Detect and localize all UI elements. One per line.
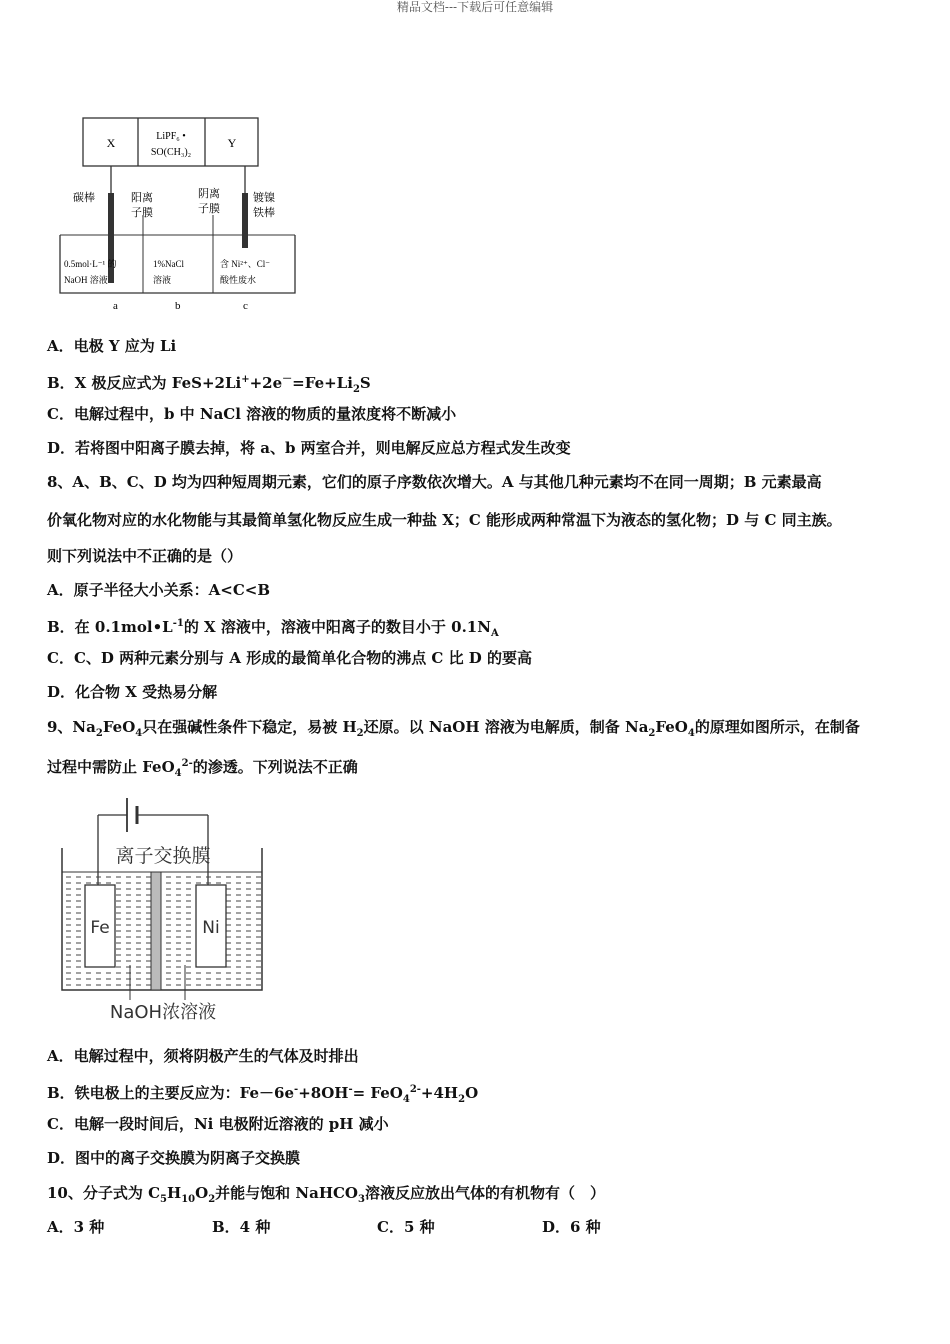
nickel-rod-label-1: 镀镍 — [253, 191, 275, 204]
q7-option-a: A．电极 Y 应为 Li — [47, 337, 177, 355]
q9-stem-line2: 过程中需防止 FeO$_4^{2-}$的渗透。下列说法不正确 — [47, 758, 358, 779]
q9-option-b: B．铁电极上的主要反应为：$Fe-6e^-+8OH^-= FeO_4^{2-}+4H_2O$ — [47, 1084, 479, 1105]
q8-option-b: B．在 $0.1mol•L^{-1}$的 X 溶液中，溶液中阳离子的数目小于 $0.1N_A$ — [47, 618, 499, 639]
cell-b-label: b — [175, 300, 181, 312]
q9-option-a: A．电解过程中，须将阴极产生的气体及时排出 — [47, 1047, 359, 1065]
anion-membrane-label-2: 子膜 — [198, 202, 220, 215]
box-y-label: Y — [227, 136, 237, 150]
solution-a-line2: NaOH 溶液 — [64, 275, 108, 285]
q8-stem-line2: 价氧化物对应的水化物能与其最简单氢化物反应生成一种盐 X；C 能形成两种常温下为液态的氢化物；D 与 C 同主族。 — [47, 511, 842, 529]
solution-a-line1: 0.5mol·L⁻¹ 的 — [64, 259, 117, 269]
solution-b-line1: 1%NaCl — [153, 259, 184, 269]
solution-c-line2: 酸性废水 — [220, 275, 257, 285]
naoh-solution-label: NaOH浓溶液 — [109, 1002, 217, 1023]
q8-option-d: D．化合物 X 受热易分解 — [47, 683, 218, 701]
box-electrolyte-line2: SO(CH₃)₂ — [150, 147, 192, 158]
ni-electrode-label: Ni — [202, 918, 220, 938]
q10-stem: 10、分子式为 $C_5H_{10}O_2$并能与饱和 NaHCO$_3$溶液反应放出气体的有机物有（ ） — [47, 1184, 605, 1205]
q9-option-d: D．图中的离子交换膜为阴离子交换膜 — [47, 1149, 301, 1167]
cation-membrane-label-2: 子膜 — [131, 206, 153, 219]
cell-a-label: a — [113, 300, 118, 312]
box-electrolyte-line1: LiPF₆ • — [156, 131, 186, 142]
cell-c-label: c — [243, 300, 248, 312]
q7-option-c: C．电解过程中，b 中 NaCl 溶液的物质的量浓度将不断减小 — [47, 405, 457, 423]
q8-stem-line1: 8、A、B、C、D 均为四种短周期元素，它们的原子序数依次增大。A 与其他几种元素均不在同一周期；B 元素最高 — [47, 473, 822, 491]
ion-exchange-membrane-label: 离子交换膜 — [115, 845, 211, 867]
cation-membrane-label-1: 阳离 — [131, 191, 153, 204]
q10-option-a: A．3 种 — [47, 1218, 105, 1236]
q8-option-c: C．C、D 两种元素分别与 A 形成的最简单化合物的沸点 C 比 D 的要高 — [47, 649, 533, 667]
electrolysis-cell-figure-2 — [55, 790, 270, 1025]
box-x-label: X — [106, 136, 116, 150]
q10-option-b: B．4 种 — [212, 1218, 271, 1236]
q7-option-b: B．X 极反应式为 $FeS+2Li^++2e^-=Fe+Li_2S$ — [47, 374, 371, 395]
nickel-rod-label-2: 铁棒 — [253, 206, 275, 219]
q9-option-c: C．电解一段时间后，Ni 电极附近溶液的 pH 减小 — [47, 1115, 389, 1133]
fe-electrode-label: Fe — [90, 918, 110, 938]
q8-option-a: A．原子半径大小关系：A<C<B — [47, 581, 271, 599]
q8-stem-line3: 则下列说法中不正确的是（） — [47, 547, 243, 565]
solution-b-line2: 溶液 — [153, 275, 172, 285]
q9-stem-line1: 9、$Na_2FeO_4$只在强碱性条件下稳定，易被 $H_2$还原。以 NaOH 溶液为电解质，制备 $Na_2FeO_4$的原理如图所示，在制备 — [47, 718, 860, 739]
carbon-rod-label: 碳棒 — [73, 191, 95, 204]
q7-option-d: D．若将图中阳离子膜去掉，将 a、b 两室合并，则电解反应总方程式发生改变 — [47, 439, 571, 457]
anion-membrane-label-1: 阴离 — [198, 187, 220, 200]
page-header: 精品文档---下载后可任意编辑 — [396, 0, 554, 14]
q10-option-d: D．6 种 — [542, 1218, 601, 1236]
solution-c-line1: 含 Ni²⁺、Cl⁻ — [220, 259, 270, 269]
electrolysis-cell-figure-1 — [55, 115, 300, 315]
q10-option-c: C．5 种 — [377, 1218, 435, 1236]
